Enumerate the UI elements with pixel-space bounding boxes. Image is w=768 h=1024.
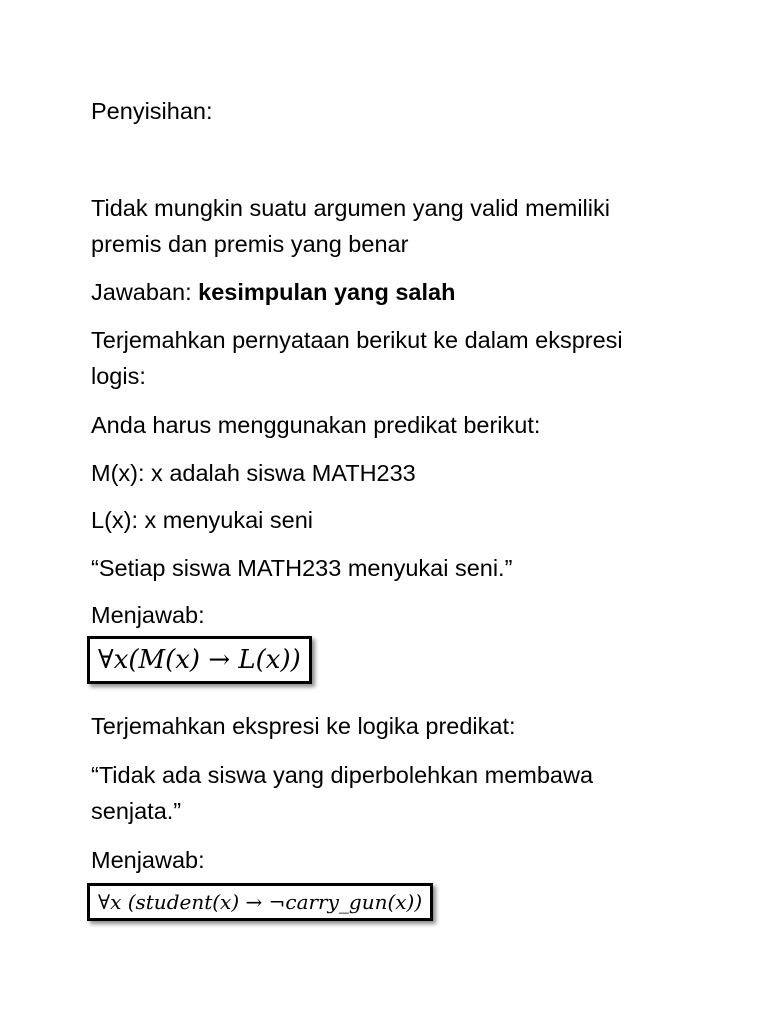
formula-2: ∀x (student(x) → ¬carry_gun(x)): [98, 890, 423, 914]
predicate-l: L(x): x menyukai seni: [91, 507, 314, 533]
answer-prefix: Jawaban:: [91, 279, 199, 305]
formula-1: ∀x(M(x) → L(x)): [98, 645, 301, 675]
question-3-quote: “Tidak ada siswa yang diperbolehkan membawa senjata.”: [91, 762, 594, 824]
predicate-m: M(x): x adalah siswa MATH233: [91, 460, 416, 486]
heading: Penyisihan:: [91, 98, 213, 124]
formula-box-2: [87, 883, 433, 921]
question-1-statement: Tidak mungkin suatu argumen yang valid memiliki premis dan premis yang benar: [91, 195, 610, 257]
question-3-answer-label: Menjawab:: [91, 847, 205, 873]
question-2-instruction: Terjemahkan pernyataan berikut ke dalam ekspresi logis:: [91, 327, 623, 389]
question-2-quote: “Setiap siswa MATH233 menyukai seni.”: [91, 555, 513, 581]
question-3-instruction: Terjemahkan ekspresi ke logika predikat:: [91, 713, 516, 739]
formula-box-1: [87, 636, 312, 684]
answer-bold: kesimpulan yang salah: [198, 279, 456, 305]
predicate-intro: Anda harus menggunakan predikat berikut:: [91, 412, 541, 438]
question-1-answer: [91, 274, 691, 310]
question-2-answer-label: Menjawab:: [91, 602, 205, 628]
